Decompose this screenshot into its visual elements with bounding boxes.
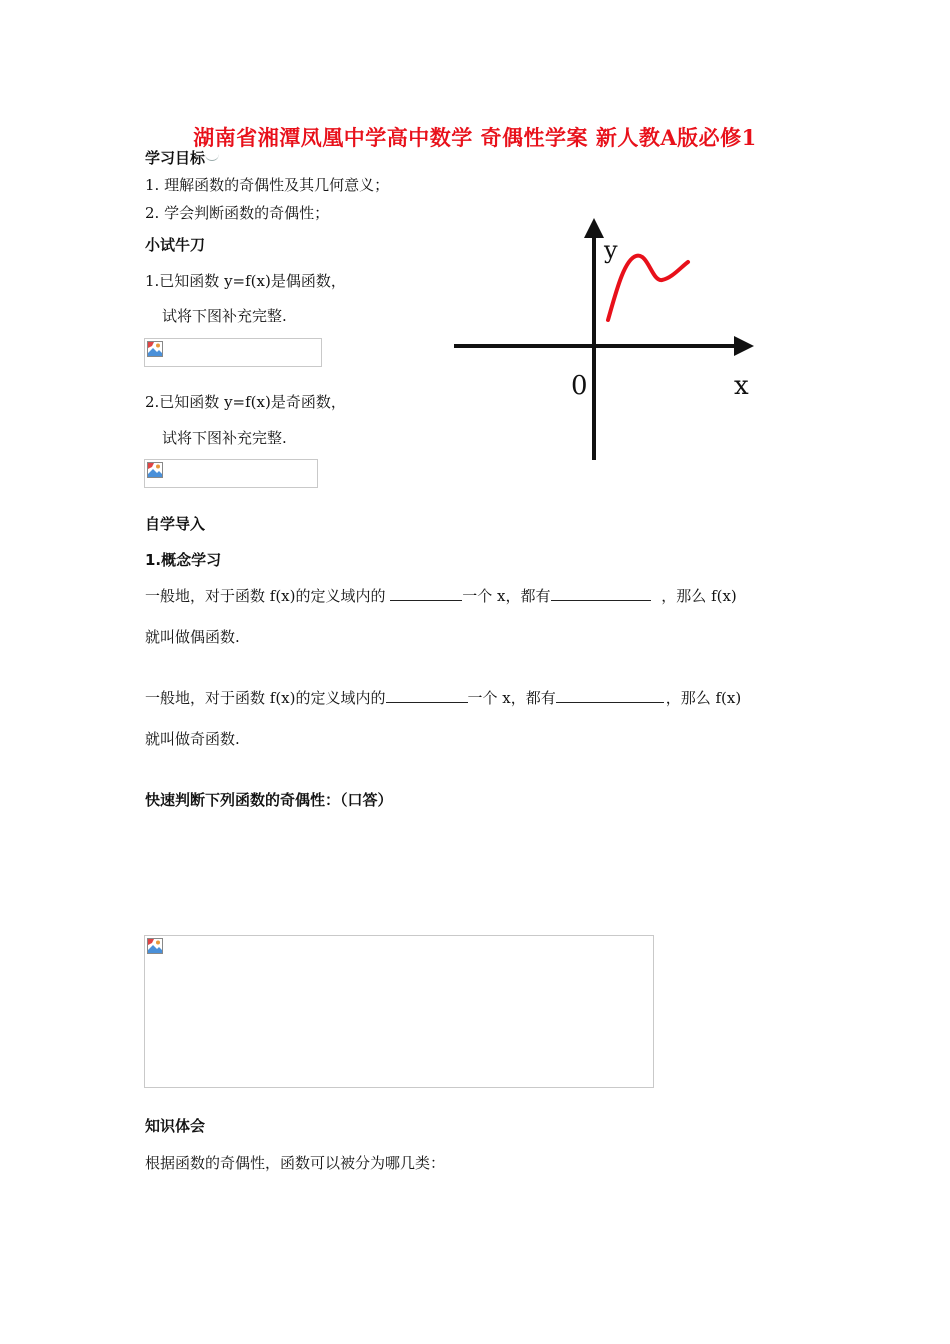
broken-image-icon (147, 462, 163, 478)
image-placeholder-1 (144, 338, 322, 367)
odd-blank-1[interactable] (386, 688, 468, 703)
even-blank-2[interactable] (551, 586, 651, 601)
origin-label: 0 (571, 371, 588, 401)
coordinate-graph (450, 212, 760, 467)
even-blank-1[interactable] (390, 586, 462, 601)
function-curve (608, 256, 688, 320)
spellcheck-underline (205, 154, 219, 161)
odd-blank-2[interactable] (556, 688, 664, 703)
knowledge-question: 根据函数的奇偶性，函数可以被分为哪几类： (145, 1154, 446, 1172)
broken-image-icon (147, 938, 163, 954)
even-definition-line-2: 就叫做偶函数. (145, 628, 240, 646)
trial-question-2: 2.已知函数 y=f(x)是奇函数， (145, 393, 346, 411)
trial-question-1: 1.已知函数 y=f(x)是偶函数， (145, 272, 346, 290)
objectives-heading: 学习目标 (145, 147, 219, 168)
quick-judge-heading: 快速判断下列函数的奇偶性：（口答） (145, 791, 393, 809)
x-axis-label: x (734, 371, 749, 401)
odd-definition-line-2: 就叫做奇函数. (145, 730, 240, 748)
y-axis-arrow (584, 218, 604, 238)
image-placeholder-2 (144, 459, 318, 488)
trial-heading: 小试牛刀 (145, 236, 206, 254)
self-study-heading: 自学导入 (145, 515, 206, 533)
objective-item-1: 1. 理解函数的奇偶性及其几何意义； (145, 176, 390, 194)
even-definition-line-1: 一般地，对于函数 f(x)的定义域内的 一个 x，都有 ，那么 f(x) (145, 587, 737, 605)
objective-item-2: 2. 学会判断函数的奇偶性； (145, 204, 330, 222)
concept-heading: 1.概念学习 (145, 551, 222, 569)
y-axis-label: y (604, 236, 618, 264)
x-axis-arrow (734, 336, 754, 356)
page-title: 湖南省湘潭凤凰中学高中数学 奇偶性学案 新人教A版必修1 (193, 125, 757, 150)
trial-question-2-instruction: 试将下图补充完整. (162, 429, 287, 447)
trial-question-1-instruction: 试将下图补充完整. (162, 307, 287, 325)
knowledge-heading: 知识体会 (145, 1117, 206, 1135)
broken-image-icon (147, 341, 163, 357)
odd-definition-line-1: 一般地，对于函数 f(x)的定义域内的 一个 x，都有 ，那么 f(x) (145, 689, 742, 707)
image-placeholder-3 (144, 935, 654, 1088)
